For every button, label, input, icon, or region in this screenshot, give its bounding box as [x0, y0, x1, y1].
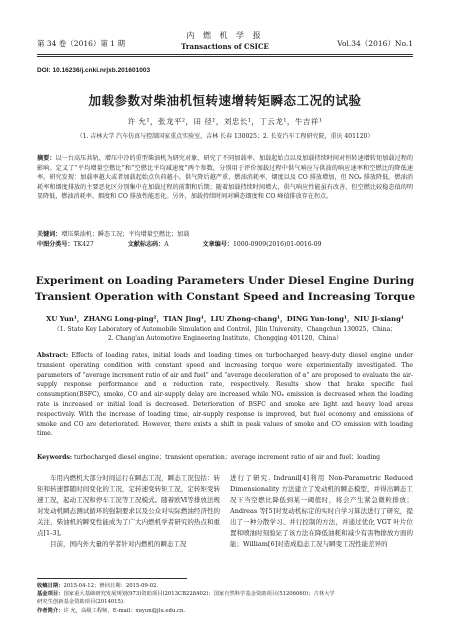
- keywords-en: [37, 453, 413, 463]
- clc-value: TK427: [73, 241, 94, 248]
- abstract-cn: [37, 154, 413, 202]
- affiliation-en: [20, 325, 430, 343]
- body-column-right: [230, 473, 413, 550]
- abstract-cn-label: 摘要：: [37, 155, 56, 162]
- authors-cn: 许 允¹，张龙平²，田 径¹，刘忠长¹，丁云龙¹，牛吉祥¹: [127, 117, 323, 126]
- title-en: Experiment on Loading Parameters Under Diesel Engine During Transient Operation with Constant Speed and Increasing Torque: [34, 275, 416, 303]
- header-rule-secondary: [37, 56, 413, 57]
- authors-en: XU Yun¹，ZHANG Long-ping²，TIAN Jing¹，LIU Zhong-chang¹，DING Yun-long¹，NIU Ji-xiang¹: [46, 315, 404, 323]
- abstract-en-label: Abstract:: [37, 352, 69, 359]
- footnote-rule: [37, 578, 187, 579]
- fund-value: 国家重大基础研究发展规划(973)资助项目(2013CB228402)；国家自然科学基金资助项目(51206060)；吉林大学研究生创新基金资助项目(2014015).: [37, 591, 335, 606]
- footnote-received: [37, 582, 337, 590]
- received-value: 2015-04-12；修回日期：2015-09-02.: [63, 583, 159, 589]
- keywords-cn-label: 关键词：: [37, 231, 62, 238]
- body-paragraph: 进行了研究. Indranil[4]利用 Non-Parametric Reduced Dimensionality 方法建立了发动机的瞬态模型，并得出瞬态工况下当空燃比降低到某一阈值时，将会产生紧急微粒排放；Andreas 等[5]对发动机标定的实时自学习算法进行了研究，提出了一种分散学习、并行控制的方法，并通过优化 VGT 叶片位置和喷油时刻验证了该方法在降低油耗和减少有害物排放方面的能；William[6]对造成稳态工况与瞬变工况性能差异的: [230, 474, 413, 548]
- journal-name-cn: 内 燃 机 学 报: [186, 31, 264, 40]
- doc-code-label: 文献标志码：: [127, 241, 165, 248]
- keywords-cn-text: 增压柴油机；瞬态工况；平均增量空燃比；加载: [61, 231, 190, 238]
- fund-label: 基金项目：: [37, 591, 64, 598]
- keywords-en-label: Keywords:: [37, 454, 73, 461]
- body-paragraph: 车用内燃机大部分时间运行在瞬态工况，瞬态工况包括：转矩和转速都随时间变化的工况，定转速变转矩工况，定转矩变转速工况，起动工况和停车工况等工况模式。随着欧Ⅵ等排放法规对发动机瞬态测试循环的强制要求以及公众对实际燃油经济性的关注，柴油机的瞬变性能成为了广大内燃机学者研究的热点和重点[1-3]。: [37, 474, 220, 537]
- journal-name-en: Transactions of CSICE: [181, 42, 269, 51]
- article-no-label: 文章编号：: [202, 241, 233, 248]
- affiliation-en-2: 2. Chang'an Automotive Engineering Institute，Chongqing 401120，China）: [107, 335, 343, 342]
- article-no-value: 1000-0909(2016)01-0016-09: [233, 241, 322, 248]
- received-label: 收稿日期：: [37, 583, 64, 589]
- doi: DOI: 10.16236/j.cnki.nrjxb.201601003: [37, 67, 151, 74]
- clc-label: 中图分类号：: [37, 241, 74, 248]
- body-paragraph: 目前，国内外大量的学者针对内燃机的瞬态工况: [50, 540, 187, 548]
- header-volume-en: Vol.34（2016）No.1: [337, 39, 413, 48]
- doc-code-value: A: [164, 241, 169, 248]
- footnote-author: [37, 607, 337, 615]
- abstract-en: [37, 351, 413, 439]
- body-column-left: [37, 473, 220, 550]
- footnote-fund: [37, 590, 337, 606]
- header-volume-cn: 第 34 卷（2016）第 1 期: [37, 39, 125, 48]
- author-value: 许 允，高级工程师，E-mail：xuyun@jlu.edu.cn.: [63, 607, 186, 614]
- header-rule: [37, 54, 413, 55]
- affiliation-cn: （1. 吉林大学 汽车仿真与控制国家重点实验室，吉林 长春 130025；2. 长安汽车工程研究院，重庆 401120）: [76, 133, 374, 140]
- footnotes: [37, 582, 337, 615]
- affiliation-en-1: （1. State Key Laboratory of Automobile Simulation and Control，Jilin University，Changchun 130025，China；: [53, 326, 397, 333]
- title-cn: 加载参数对柴油机恒转速增转矩瞬态工况的试验: [88, 93, 362, 108]
- keywords-en-text: turbocharged diesel engine；transient operation；average increment ratio of air and fuel；loading: [72, 454, 381, 461]
- classification-cn: [37, 240, 413, 250]
- abstract-cn-text: 以一台高压共轨、增压中冷的重型柴油机为研究对象，研究了不同加载率、加载起始点以及加载持续时间对恒转速增转矩加载过程的影响。定义了“平均增量空燃比”和“空燃比平均减速度”两个参数，分别用于评价加载过程中供气响应与供油的响应速率和空燃比的降低速率。研究发现：加载率越大或者加载起始点负荷越小，供气降后越严重，燃油消耗率、烟度以及 CO 排放增加，但 NOₓ 排放降低。燃油消耗率和烟度排放的主要恶化区分别集中在加载过程的前期和后期；随着加载持续时间增大，供气响应性能虽有改善，但空燃比较稳态值的明显降低，燃油消耗率、烟度和 CO 排放性能恶化。另外，加载持续时间对瞬态烟度和 CO 峰值排放存在拐点。: [37, 155, 414, 201]
- author-label: 作者简介：: [37, 607, 64, 614]
- abstract-en-text: Effects of loading rates, initial loads and loading times on turbocharged heavy-duty diesel engine under transient operating condition with constant speed and increasing torque were experimentally investigated. The parameters of “average increment ratio of air and fuel” and “average deceleration of α” are proposed to evaluate the air-supply response performance and α reduction rate, respectively. Results show that brake specific fuel consumption(BSFC), smoke, CO and air-supply delay are increased while NOₓ emission is decreased when the loading rate is increased or initial load is decreased. Deterioration of BSFC and smoke are light and heavy load areas respectively. With the increase of loading time, air-supply response is improved, but fuel economy and emissions of smoke and CO are deteriorated. However, there exists a shift in peak values of smoke and CO emission with loading time.: [37, 352, 413, 438]
- keywords-cn: [37, 230, 413, 240]
